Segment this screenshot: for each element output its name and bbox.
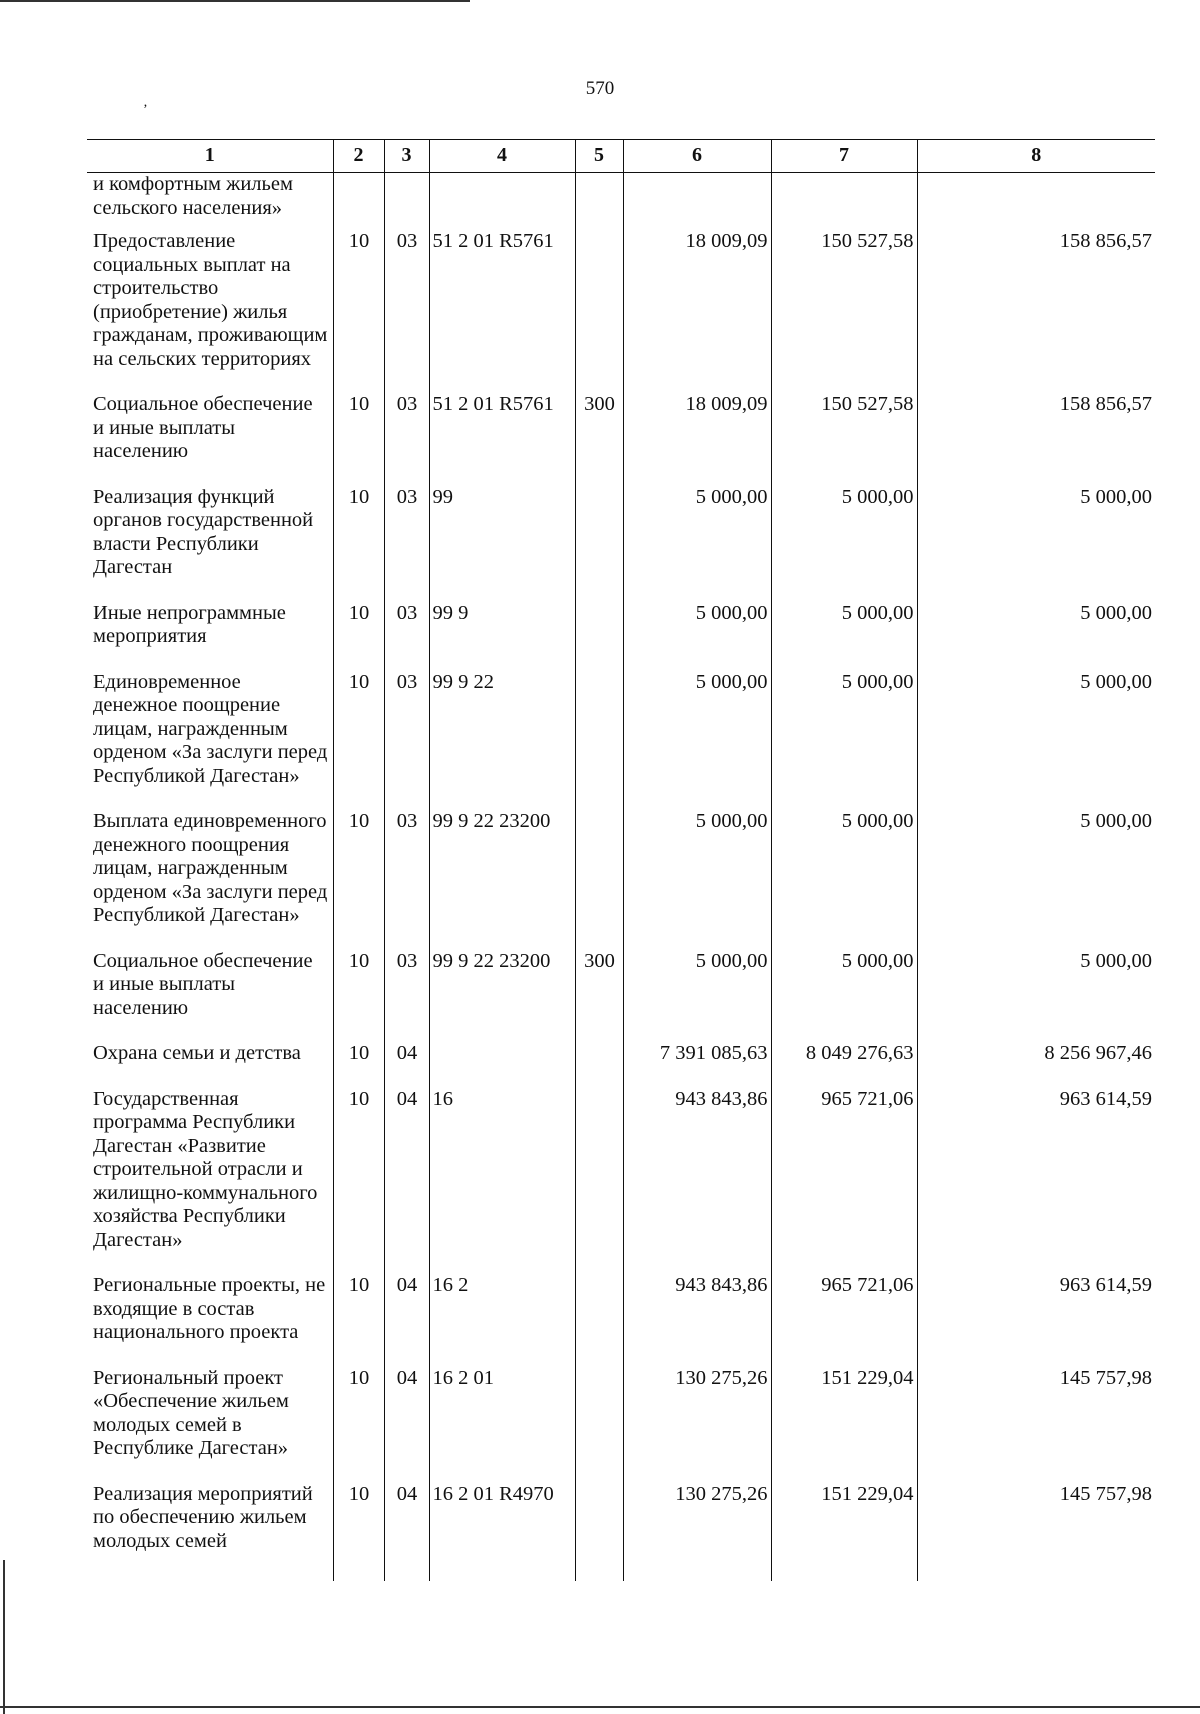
row-section: 10 (333, 1274, 384, 1367)
row-target-article (429, 173, 575, 231)
row-amount-year-1: 5 000,00 (623, 671, 771, 811)
row-amount-year-2 (771, 173, 917, 231)
row-amount-year-3: 5 000,00 (917, 950, 1155, 1043)
table-row (87, 173, 1155, 231)
row-expense-type (575, 173, 623, 231)
table-row (87, 1483, 1155, 1582)
table-row (87, 602, 1155, 671)
row-name: Предоставление социальных выплат на строительство (приобретение) жилья гражданам, проживающим на сельских территориях (93, 230, 328, 370)
table-row (87, 230, 1155, 393)
row-target-article: 99 (429, 486, 575, 602)
row-section: 10 (333, 671, 384, 811)
row-amount-year-2: 965 721,06 (771, 1274, 917, 1367)
header-row (87, 140, 1155, 173)
row-name: Государственная программа Республики Дагестан «Развитие строительной отрасли и жилищно-коммунального хозяйства Республики Дагестан» (93, 1087, 318, 1251)
row-amount-year-3: 963 614,59 (917, 1088, 1155, 1275)
table-row (87, 1088, 1155, 1275)
col-header-expense-type: 5 (575, 140, 623, 173)
row-name: и комфортным жильем сельского населения» (93, 173, 293, 219)
row-amount-year-2: 151 229,04 (771, 1483, 917, 1582)
row-amount-year-1: 7 391 085,63 (623, 1042, 771, 1088)
row-subsection: 04 (384, 1042, 429, 1088)
row-expense-type (575, 1483, 623, 1582)
row-name: Выплата единовременного денежного поощрения лицам, награжденным орденом «За заслуги перед Республикой Дагестан» (93, 810, 328, 926)
row-amount-year-3: 963 614,59 (917, 1274, 1155, 1367)
row-expense-type (575, 1274, 623, 1367)
row-subsection: 03 (384, 950, 429, 1043)
col-header-target-article: 4 (429, 140, 575, 173)
row-amount-year-1: 18 009,09 (623, 393, 771, 486)
col-header-amount-year-1: 6 (623, 140, 771, 173)
row-section: 10 (333, 230, 384, 393)
row-subsection: 03 (384, 810, 429, 950)
row-subsection: 04 (384, 1483, 429, 1582)
row-amount-year-3: 145 757,98 (917, 1483, 1155, 1582)
row-amount-year-1: 5 000,00 (623, 602, 771, 671)
row-amount-year-2: 151 229,04 (771, 1367, 917, 1483)
row-amount-year-1: 5 000,00 (623, 486, 771, 602)
row-target-article: 99 9 22 (429, 671, 575, 811)
row-subsection: 04 (384, 1088, 429, 1275)
row-target-article: 16 2 (429, 1274, 575, 1367)
row-expense-type (575, 810, 623, 950)
row-name: Реализация функций органов государственной власти Республики Дагестан (93, 485, 314, 578)
row-amount-year-3: 158 856,57 (917, 230, 1155, 393)
row-amount-year-2: 5 000,00 (771, 810, 917, 950)
row-section: 10 (333, 1042, 384, 1088)
stray-mark: ‚ (143, 95, 148, 110)
row-expense-type: 300 (575, 950, 623, 1043)
row-name: Реализация мероприятий по обеспечению жильем молодых семей (93, 1482, 313, 1552)
row-amount-year-2: 5 000,00 (771, 671, 917, 811)
row-section: 10 (333, 1367, 384, 1483)
row-amount-year-1: 5 000,00 (623, 810, 771, 950)
row-amount-year-2: 5 000,00 (771, 486, 917, 602)
col-header-amount-year-2: 7 (771, 140, 917, 173)
col-header-section: 2 (333, 140, 384, 173)
table-row (87, 1042, 1155, 1088)
row-amount-year-1: 130 275,26 (623, 1483, 771, 1582)
row-amount-year-2: 150 527,58 (771, 230, 917, 393)
row-target-article: 16 (429, 1088, 575, 1275)
row-amount-year-1: 943 843,86 (623, 1088, 771, 1275)
row-name: Региональные проекты, не входящие в состав национального проекта (93, 1274, 326, 1343)
row-target-article: 16 2 01 (429, 1367, 575, 1483)
row-amount-year-3: 5 000,00 (917, 602, 1155, 671)
col-header-subsection: 3 (384, 140, 429, 173)
row-subsection: 03 (384, 671, 429, 811)
row-amount-year-3: 158 856,57 (917, 393, 1155, 486)
row-name: Единовременное денежное поощрение лицам, награжденным орденом «За заслуги перед Республикой Дагестан» (93, 670, 328, 787)
table-row (87, 393, 1155, 486)
row-amount-year-3: 5 000,00 (917, 671, 1155, 811)
row-amount-year-2: 5 000,00 (771, 602, 917, 671)
row-section: 10 (333, 393, 384, 486)
row-section: 10 (333, 950, 384, 1043)
row-section: 10 (333, 486, 384, 602)
scan-edge-left (3, 1560, 5, 1714)
row-amount-year-3: 8 256 967,46 (917, 1042, 1155, 1088)
table-row (87, 1367, 1155, 1483)
row-expense-type (575, 1042, 623, 1088)
row-target-article (429, 1042, 575, 1088)
scan-edge-top (0, 0, 470, 2)
row-section: 10 (333, 602, 384, 671)
row-name: Социальное обеспечение и иные выплаты населению (93, 949, 313, 1019)
col-header-name: 1 (87, 140, 333, 173)
row-name: Социальное обеспечение и иные выплаты населению (93, 393, 313, 462)
row-amount-year-1: 5 000,00 (623, 950, 771, 1043)
page-number: 570 (585, 78, 615, 99)
col-header-amount-year-3: 8 (917, 140, 1155, 173)
row-amount-year-1: 943 843,86 (623, 1274, 771, 1367)
row-expense-type (575, 671, 623, 811)
row-subsection: 03 (384, 393, 429, 486)
row-target-article: 99 9 (429, 602, 575, 671)
table-row (87, 950, 1155, 1043)
row-target-article: 99 9 22 23200 (429, 810, 575, 950)
row-amount-year-1: 130 275,26 (623, 1367, 771, 1483)
row-section: 10 (333, 1483, 384, 1582)
row-expense-type (575, 1367, 623, 1483)
row-target-article: 51 2 01 R5761 (429, 393, 575, 486)
row-section: 10 (333, 1088, 384, 1275)
row-amount-year-2: 965 721,06 (771, 1088, 917, 1275)
row-expense-type (575, 230, 623, 393)
table-row (87, 671, 1155, 811)
row-subsection: 04 (384, 1367, 429, 1483)
row-expense-type (575, 486, 623, 602)
row-section (333, 173, 384, 231)
row-expense-type (575, 602, 623, 671)
table-row (87, 810, 1155, 950)
row-amount-year-2: 5 000,00 (771, 950, 917, 1043)
row-name: Иные непрограммные мероприятия (93, 601, 286, 647)
scan-edge-bottom (0, 1706, 1200, 1708)
row-target-article: 16 2 01 R4970 (429, 1483, 575, 1582)
table-row (87, 1274, 1155, 1367)
row-subsection: 04 (384, 1274, 429, 1367)
row-name: Охрана семьи и детства (93, 1042, 301, 1064)
row-section: 10 (333, 810, 384, 950)
row-subsection (384, 173, 429, 231)
row-amount-year-3 (917, 173, 1155, 231)
budget-table (87, 139, 1155, 1581)
table-row (87, 486, 1155, 602)
row-amount-year-1: 18 009,09 (623, 230, 771, 393)
row-name: Региональный проект «Обеспечение жильем молодых семей в Республике Дагестан» (93, 1366, 289, 1459)
row-amount-year-3: 145 757,98 (917, 1367, 1155, 1483)
row-amount-year-3: 5 000,00 (917, 486, 1155, 602)
row-expense-type: 300 (575, 393, 623, 486)
row-amount-year-1 (623, 173, 771, 231)
row-target-article: 99 9 22 23200 (429, 950, 575, 1043)
row-subsection: 03 (384, 230, 429, 393)
row-subsection: 03 (384, 602, 429, 671)
row-target-article: 51 2 01 R5761 (429, 230, 575, 393)
row-amount-year-2: 8 049 276,63 (771, 1042, 917, 1088)
row-amount-year-2: 150 527,58 (771, 393, 917, 486)
row-amount-year-3: 5 000,00 (917, 810, 1155, 950)
row-expense-type (575, 1088, 623, 1275)
row-subsection: 03 (384, 486, 429, 602)
